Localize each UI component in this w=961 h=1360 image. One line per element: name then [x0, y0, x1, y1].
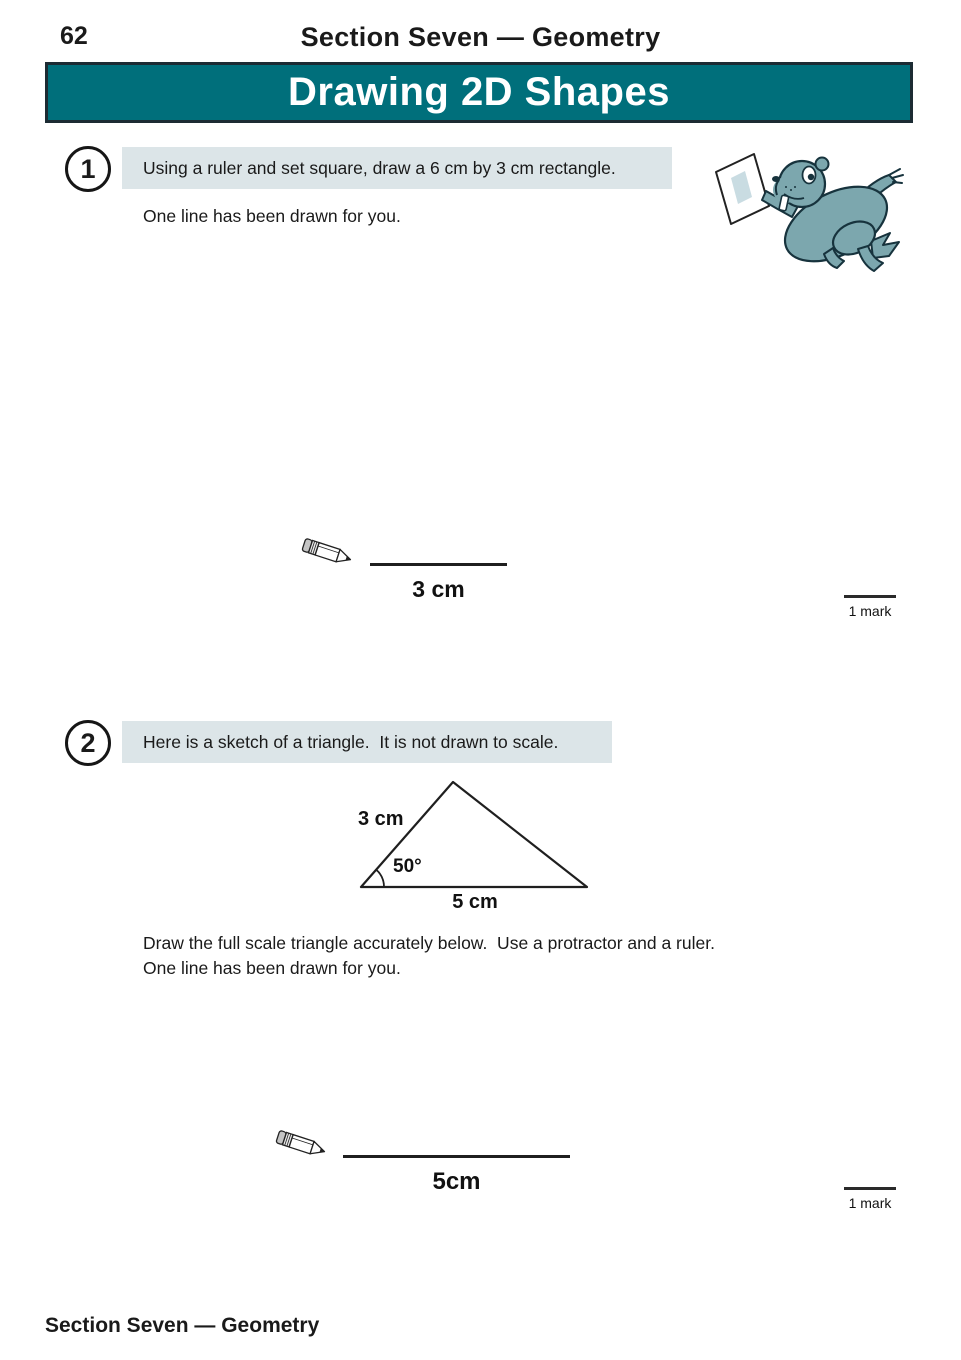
question-2-prompt-box: [122, 721, 612, 763]
topic-banner: [45, 62, 913, 123]
angle-arc: [376, 870, 384, 887]
section-header: Section Seven — Geometry: [300, 22, 661, 52]
pencil-icon: [300, 532, 362, 574]
question-2-prompt: Here is a sketch of a triangle. It is not drawn to scale.: [143, 731, 559, 752]
page-number: 62: [60, 22, 88, 50]
marks-q2-line: [844, 1187, 896, 1190]
triangle-base-label: 5 cm: [452, 891, 498, 913]
page-title: Drawing 2D Shapes: [288, 70, 670, 114]
question-1-prompt: Using a ruler and set square, draw a 6 cm by 3 cm rectangle.: [143, 157, 616, 178]
footer-section-title: Section Seven — Geometry: [45, 1314, 320, 1337]
answer-line-q1-label: 3 cm: [412, 576, 465, 602]
answer-line-q1: [370, 563, 507, 566]
beaver-mascot-illustration: [706, 148, 911, 283]
question-1-prompt-box: [122, 147, 672, 189]
question-1-note: One line has been drawn for you.: [143, 206, 401, 226]
triangle-angle-label: 50°: [393, 856, 422, 877]
question-1-number: 1: [80, 153, 96, 184]
marks-q1-line: [844, 595, 896, 598]
answer-line-q2-label: 5cm: [432, 1168, 481, 1195]
marks-q1-label: 1 mark: [848, 603, 892, 619]
question-2-number: 2: [80, 727, 96, 758]
pencil-icon: [274, 1124, 336, 1166]
answer-line-q2: [343, 1155, 570, 1158]
triangle-side-label: 3 cm: [358, 808, 404, 830]
question-2-instruction-2: One line has been drawn for you.: [143, 958, 401, 978]
question-1-badge: [65, 146, 111, 192]
question-2-badge: [65, 720, 111, 766]
question-2-instruction-1: Draw the full scale triangle accurately below. Use a protractor and a ruler.: [143, 933, 715, 953]
marks-q1: [843, 595, 897, 619]
marks-q2: [843, 1187, 897, 1211]
marks-q2-label: 1 mark: [848, 1195, 892, 1211]
